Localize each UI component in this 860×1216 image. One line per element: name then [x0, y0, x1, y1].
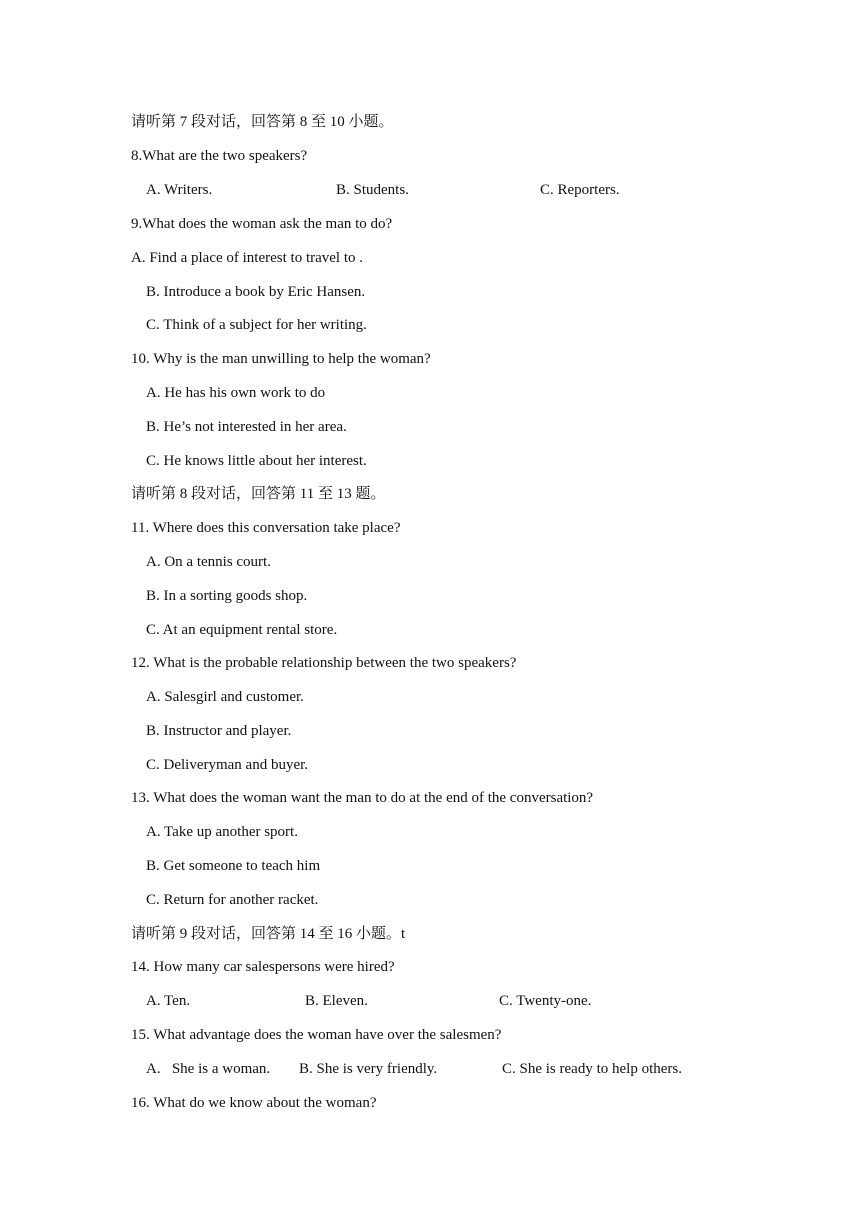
q9-option-b: B. Introduce a book by Eric Hansen. [146, 284, 366, 300]
q14-option-b: B. Eleven. [305, 993, 368, 1009]
q14-option-a: A. Ten. [146, 993, 191, 1009]
section-7-instruction: 请听第 7 段对话，回答第 8 至 10 小题。 [131, 114, 394, 130]
q12-option-b: B. Instructor and player. [146, 723, 292, 739]
q8-option-c: C. Reporters. [540, 182, 620, 198]
q9-option-c: C. Think of a subject for her writing. [146, 317, 367, 333]
question-11: 11. Where does this conversation take place? [131, 520, 401, 536]
section-8-instruction: 请听第 8 段对话，回答第 11 至 13 题。 [131, 486, 386, 502]
question-8: 8.What are the two speakers? [131, 148, 308, 164]
question-14: 14. How many car salespersons were hired? [131, 959, 395, 975]
q10-option-a: A. He has his own work to do [146, 385, 326, 401]
question-10: 10. Why is the man unwilling to help the woman? [131, 351, 431, 367]
q15-option-a: A. She is a woman. [146, 1061, 271, 1077]
question-15: 15. What advantage does the woman have over the salesmen? [131, 1027, 502, 1043]
q8-option-a: A. Writers. [146, 182, 213, 198]
section-9-instruction: 请听第 9 段对话，回答第 14 至 16 小题。t [131, 926, 406, 942]
question-12: 12. What is the probable relationship between the two speakers? [131, 655, 517, 671]
q9-option-a: A. Find a place of interest to travel to . [131, 250, 364, 266]
q12-option-a: A. Salesgirl and customer. [146, 689, 304, 705]
q13-option-b: B. Get someone to teach him [146, 858, 321, 874]
question-9: 9.What does the woman ask the man to do? [131, 216, 393, 232]
q11-option-b: B. In a sorting goods shop. [146, 588, 308, 604]
question-16: 16. What do we know about the woman? [131, 1095, 377, 1111]
q10-option-c: C. He knows little about her interest. [146, 453, 367, 469]
q10-option-b: B. He’s not interested in her area. [146, 419, 347, 435]
q15-option-b: B. She is very friendly. [299, 1061, 438, 1077]
q13-option-a: A. Take up another sport. [146, 824, 298, 840]
q12-option-c: C. Deliveryman and buyer. [146, 757, 309, 773]
q11-option-c: C. At an equipment rental store. [146, 622, 338, 638]
q13-option-c: C. Return for another racket. [146, 892, 319, 908]
question-13: 13. What does the woman want the man to do at the end of the conversation? [131, 790, 594, 806]
q14-option-c: C. Twenty-one. [499, 993, 592, 1009]
q15-option-c: C. She is ready to help others. [502, 1061, 682, 1077]
q11-option-a: A. On a tennis court. [146, 554, 271, 570]
q8-option-b: B. Students. [336, 182, 409, 198]
